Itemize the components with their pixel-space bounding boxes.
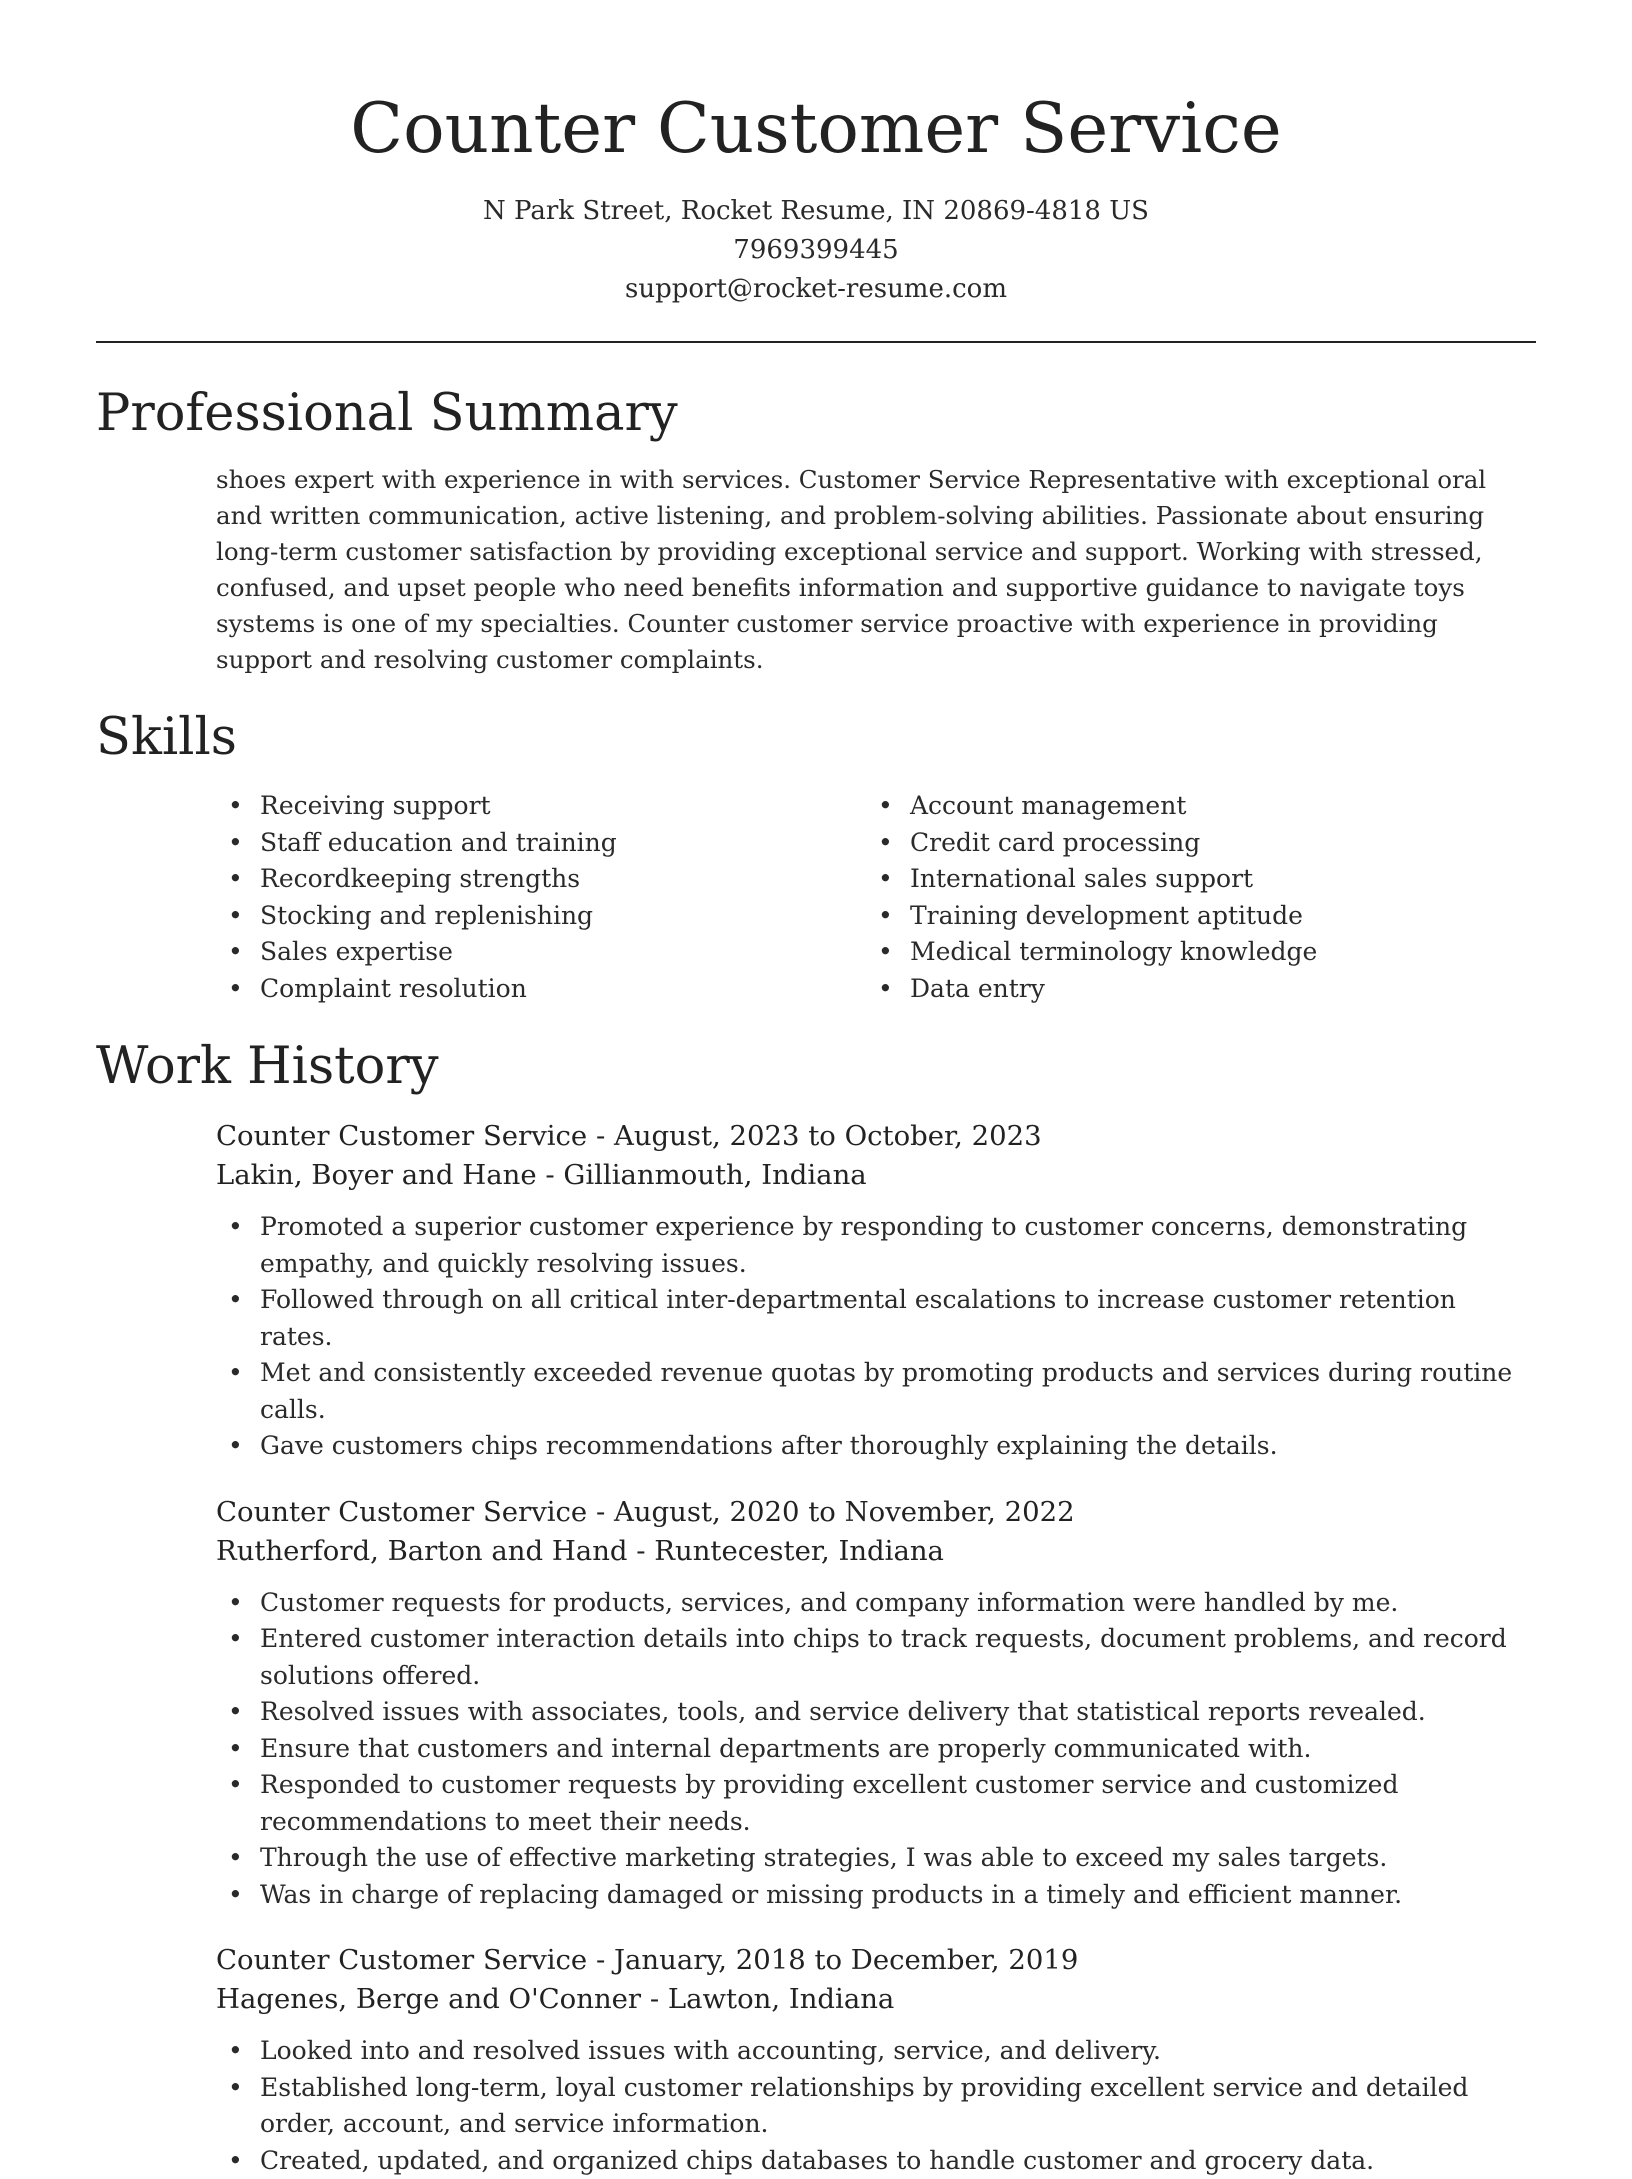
skills-columns [216,788,1536,1007]
job-bullet: • Responded to customer requests by providing excellent customer service and customized recommendations to meet their needs. [216,1767,1536,1840]
job-bullet: • Established long-term, loyal customer relationships by providing excellent service and detailed order, account, and service information. [216,2070,1536,2143]
job-bullets [216,1209,1536,1465]
skills-heading: Skills [96,704,1536,772]
summary-section [96,380,1536,678]
skill-item: • Account management [866,788,1516,825]
job-bullet: • Gave customers chips recommendations after thoroughly explaining the details. [216,1428,1536,1465]
skill-item: • Credit card processing [866,825,1516,862]
job-company: Rutherford, Barton and Hand - Runtecester, Indiana [216,1532,1536,1571]
job-bullet: • Promoted a superior customer experience by responding to customer concerns, demonstrating empathy, and quickly resolving issues. [216,1209,1536,1282]
job-bullets [216,1585,1536,1914]
job-bullet: • Ensure that customers and internal departments are properly communicated with. [216,1731,1536,1768]
work-history-section [96,1033,1536,2179]
job-bullet: • Through the use of effective marketing strategies, I was able to exceed my sales targets. [216,1840,1536,1877]
work-history-heading: Work History [96,1033,1536,1101]
job-bullet: • Was in charge of replacing damaged or missing products in a timely and efficient manner. [216,1877,1536,1914]
job-entry [216,1941,1536,2179]
phone: 7969399445 [0,231,1632,270]
skills-left-column [216,788,866,1007]
email: support@rocket-resume.com [0,270,1632,309]
job-title: Counter Customer Service - August, 2020 to November, 2022 [216,1493,1536,1532]
skill-item: • Medical terminology knowledge [866,934,1516,971]
skill-item: • Receiving support [216,788,866,825]
job-bullets [216,2033,1536,2179]
job-bullet: • Customer requests for products, services, and company information were handled by me. [216,1585,1536,1622]
summary-heading: Professional Summary [96,380,1536,448]
skill-item: • Recordkeeping strengths [216,861,866,898]
skill-item: • International sales support [866,861,1516,898]
skill-item: • Staff education and training [216,825,866,862]
job-bullet: • Looked into and resolved issues with accounting, service, and delivery. [216,2033,1536,2070]
job-entry [216,1493,1536,1914]
job-bullet: • Created, updated, and organized chips databases to handle customer and grocery data. [216,2143,1536,2179]
job-entry [216,1117,1536,1465]
job-bullet: • Followed through on all critical inter-departmental escalations to increase customer retention rates. [216,1282,1536,1355]
job-bullet: • Entered customer interaction details into chips to track requests, document problems, and record solutions offered. [216,1621,1536,1694]
address: N Park Street, Rocket Resume, IN 20869-4818 US [0,192,1632,231]
resume-content [96,380,1536,2179]
skill-item: • Data entry [866,971,1516,1008]
job-bullet: • Met and consistently exceeded revenue quotas by promoting products and services during routine calls. [216,1355,1536,1428]
skill-item: • Stocking and replenishing [216,898,866,935]
job-title: Counter Customer Service - August, 2023 to October, 2023 [216,1117,1536,1156]
summary-text: shoes expert with experience in with services. Customer Service Representative with exceptional oral and written communication, active listening, and problem-solving abilities. Passionate about ensuring long-term customer satisfaction by providing exceptional service and support. Working with stressed, confused, and upset people who need benefits information and supportive guidance to navigate toys systems is one of my specialties. Counter customer service proactive with experience in providing support and resolving customer complaints. [216,462,1536,678]
skill-item: • Training development aptitude [866,898,1516,935]
skills-section [96,704,1536,1007]
skill-item: • Complaint resolution [216,971,866,1008]
resume-header [0,0,1632,309]
job-bullet: • Resolved issues with associates, tools, and service delivery that statistical reports revealed. [216,1694,1536,1731]
skills-right-column [866,788,1516,1007]
header-divider [96,341,1536,343]
contact-block [0,192,1632,309]
candidate-name: Counter Customer Service [0,84,1632,174]
job-company: Lakin, Boyer and Hane - Gillianmouth, Indiana [216,1156,1536,1195]
job-company: Hagenes, Berge and O'Conner - Lawton, Indiana [216,1980,1536,2019]
job-title: Counter Customer Service - January, 2018 to December, 2019 [216,1941,1536,1980]
skill-item: • Sales expertise [216,934,866,971]
